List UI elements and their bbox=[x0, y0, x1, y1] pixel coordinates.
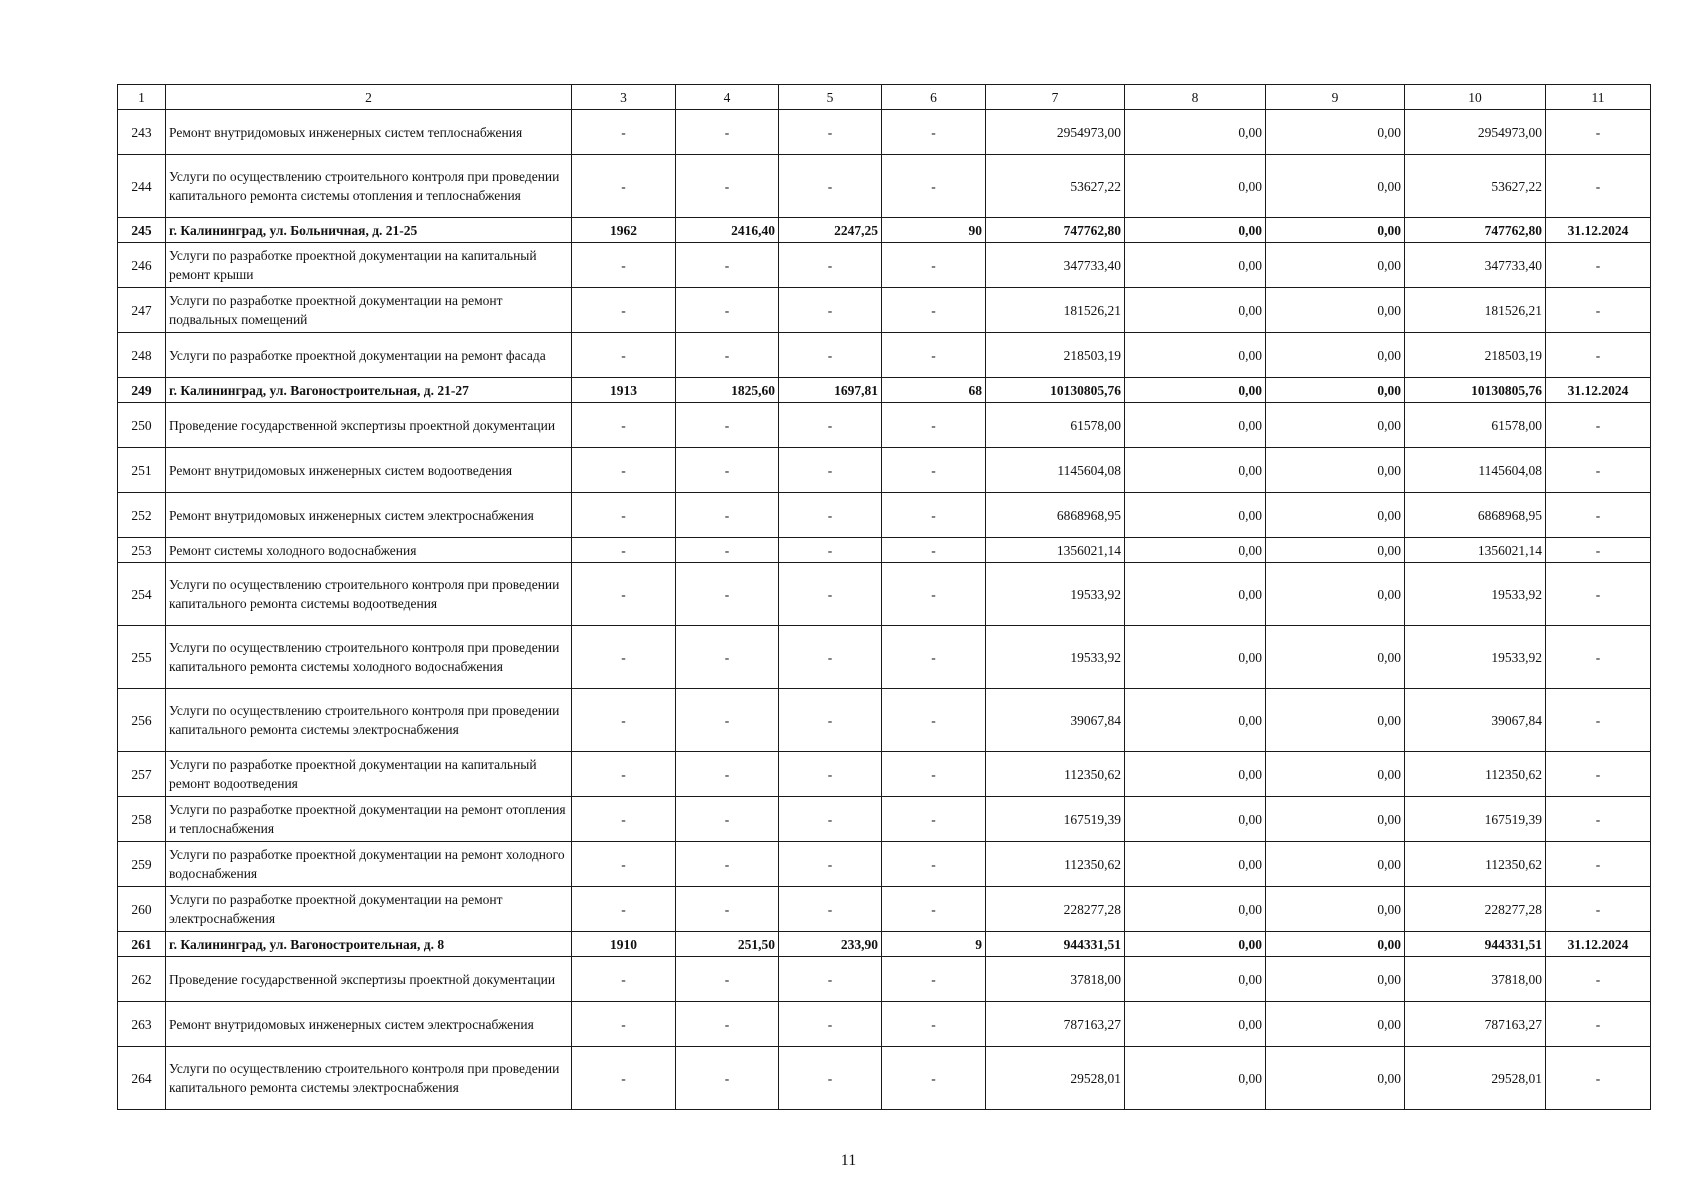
owners-cell: 19533,92 bbox=[1405, 563, 1546, 626]
cost-total-cell: 347733,40 bbox=[986, 243, 1125, 288]
budget-cell: 0,00 bbox=[1266, 626, 1405, 689]
fund-cell: 0,00 bbox=[1125, 110, 1266, 155]
budget-cell: 0,00 bbox=[1266, 563, 1405, 626]
owners-cell: 1356021,14 bbox=[1405, 538, 1546, 563]
budget-cell: 0,00 bbox=[1266, 932, 1405, 957]
budget-cell: 0,00 bbox=[1266, 333, 1405, 378]
area-living-cell: 233,90 bbox=[779, 932, 882, 957]
name-cell: Ремонт системы холодного водоснабжения bbox=[166, 538, 572, 563]
area-total-cell: - bbox=[676, 957, 779, 1002]
row-number-cell: 255 bbox=[118, 626, 166, 689]
name-cell: Услуги по осуществлению строительного контроля при проведении капитального ремонта системы отопления и теплоснабжения bbox=[166, 155, 572, 218]
owners-cell: 181526,21 bbox=[1405, 288, 1546, 333]
owners-cell: 347733,40 bbox=[1405, 243, 1546, 288]
area-total-cell: - bbox=[676, 243, 779, 288]
deadline-cell: - bbox=[1546, 243, 1651, 288]
year-cell: - bbox=[572, 626, 676, 689]
column-number-header: 6 bbox=[882, 85, 986, 110]
area-total-cell: - bbox=[676, 333, 779, 378]
area-living-cell: - bbox=[779, 957, 882, 1002]
owners-cell: 39067,84 bbox=[1405, 689, 1546, 752]
area-total-cell: - bbox=[676, 1002, 779, 1047]
column-number-header: 2 bbox=[166, 85, 572, 110]
residents-cell: 68 bbox=[882, 378, 986, 403]
row-number-cell: 244 bbox=[118, 155, 166, 218]
year-cell: - bbox=[572, 110, 676, 155]
year-cell: - bbox=[572, 333, 676, 378]
cost-total-cell: 228277,28 bbox=[986, 887, 1125, 932]
row-number-cell: 247 bbox=[118, 288, 166, 333]
cost-total-cell: 1145604,08 bbox=[986, 448, 1125, 493]
budget-cell: 0,00 bbox=[1266, 378, 1405, 403]
name-cell: Услуги по разработке проектной документации на ремонт подвальных помещений bbox=[166, 288, 572, 333]
name-cell: г. Калининград, ул. Вагоностроительная, д. 8 bbox=[166, 932, 572, 957]
budget-cell: 0,00 bbox=[1266, 493, 1405, 538]
residents-cell: - bbox=[882, 403, 986, 448]
row-number-cell: 263 bbox=[118, 1002, 166, 1047]
year-cell: 1913 bbox=[572, 378, 676, 403]
row-number-cell: 259 bbox=[118, 842, 166, 887]
residents-cell: - bbox=[882, 538, 986, 563]
row-number-cell: 262 bbox=[118, 957, 166, 1002]
fund-cell: 0,00 bbox=[1125, 932, 1266, 957]
cost-total-cell: 787163,27 bbox=[986, 1002, 1125, 1047]
column-number-header: 9 bbox=[1266, 85, 1405, 110]
work-row bbox=[118, 752, 1651, 797]
residents-cell: - bbox=[882, 626, 986, 689]
budget-cell: 0,00 bbox=[1266, 842, 1405, 887]
residents-cell: - bbox=[882, 563, 986, 626]
row-number-cell: 246 bbox=[118, 243, 166, 288]
budget-cell: 0,00 bbox=[1266, 797, 1405, 842]
work-row bbox=[118, 563, 1651, 626]
budget-cell: 0,00 bbox=[1266, 403, 1405, 448]
fund-cell: 0,00 bbox=[1125, 448, 1266, 493]
residents-cell: - bbox=[882, 752, 986, 797]
year-cell: - bbox=[572, 887, 676, 932]
fund-cell: 0,00 bbox=[1125, 243, 1266, 288]
name-cell: Услуги по разработке проектной документации на капитальный ремонт крыши bbox=[166, 243, 572, 288]
work-row bbox=[118, 493, 1651, 538]
row-number-cell: 249 bbox=[118, 378, 166, 403]
name-cell: Услуги по разработке проектной документации на ремонт холодного водоснабжения bbox=[166, 842, 572, 887]
budget-cell: 0,00 bbox=[1266, 243, 1405, 288]
deadline-cell: - bbox=[1546, 110, 1651, 155]
work-row bbox=[118, 110, 1651, 155]
budget-cell: 0,00 bbox=[1266, 218, 1405, 243]
row-number-cell: 251 bbox=[118, 448, 166, 493]
name-cell: Услуги по разработке проектной документации на капитальный ремонт водоотведения bbox=[166, 752, 572, 797]
area-living-cell: - bbox=[779, 538, 882, 563]
year-cell: - bbox=[572, 842, 676, 887]
residents-cell: 90 bbox=[882, 218, 986, 243]
column-number-header: 4 bbox=[676, 85, 779, 110]
row-number-cell: 254 bbox=[118, 563, 166, 626]
area-living-cell: - bbox=[779, 842, 882, 887]
row-number-cell: 257 bbox=[118, 752, 166, 797]
deadline-cell: - bbox=[1546, 797, 1651, 842]
year-cell: - bbox=[572, 288, 676, 333]
area-total-cell: - bbox=[676, 155, 779, 218]
year-cell: - bbox=[572, 243, 676, 288]
cost-total-cell: 2954973,00 bbox=[986, 110, 1125, 155]
name-cell: Ремонт внутридомовых инженерных систем электроснабжения bbox=[166, 493, 572, 538]
row-number-cell: 260 bbox=[118, 887, 166, 932]
year-cell: - bbox=[572, 403, 676, 448]
deadline-cell: - bbox=[1546, 1047, 1651, 1110]
deadline-cell: - bbox=[1546, 626, 1651, 689]
fund-cell: 0,00 bbox=[1125, 752, 1266, 797]
area-total-cell: - bbox=[676, 689, 779, 752]
work-row bbox=[118, 155, 1651, 218]
fund-cell: 0,00 bbox=[1125, 1002, 1266, 1047]
owners-cell: 167519,39 bbox=[1405, 797, 1546, 842]
owners-cell: 2954973,00 bbox=[1405, 110, 1546, 155]
year-cell: - bbox=[572, 689, 676, 752]
fund-cell: 0,00 bbox=[1125, 538, 1266, 563]
name-cell: Проведение государственной экспертизы проектной документации bbox=[166, 403, 572, 448]
budget-cell: 0,00 bbox=[1266, 288, 1405, 333]
work-row bbox=[118, 288, 1651, 333]
residents-cell: - bbox=[882, 957, 986, 1002]
owners-cell: 1145604,08 bbox=[1405, 448, 1546, 493]
cost-total-cell: 1356021,14 bbox=[986, 538, 1125, 563]
deadline-cell: - bbox=[1546, 1002, 1651, 1047]
area-living-cell: - bbox=[779, 626, 882, 689]
budget-cell: 0,00 bbox=[1266, 1047, 1405, 1110]
cost-total-cell: 944331,51 bbox=[986, 932, 1125, 957]
owners-cell: 944331,51 bbox=[1405, 932, 1546, 957]
work-row bbox=[118, 333, 1651, 378]
deadline-cell: 31.12.2024 bbox=[1546, 218, 1651, 243]
budget-cell: 0,00 bbox=[1266, 752, 1405, 797]
area-living-cell: - bbox=[779, 689, 882, 752]
year-cell: - bbox=[572, 1002, 676, 1047]
cost-total-cell: 6868968,95 bbox=[986, 493, 1125, 538]
name-cell: Услуги по разработке проектной документации на ремонт отопления и теплоснабжения bbox=[166, 797, 572, 842]
budget-cell: 0,00 bbox=[1266, 1002, 1405, 1047]
data-table bbox=[117, 84, 1651, 1110]
work-row bbox=[118, 538, 1651, 563]
area-total-cell: - bbox=[676, 626, 779, 689]
name-cell: Услуги по разработке проектной документации на ремонт электроснабжения bbox=[166, 887, 572, 932]
cost-total-cell: 53627,22 bbox=[986, 155, 1125, 218]
fund-cell: 0,00 bbox=[1125, 1047, 1266, 1110]
work-row bbox=[118, 403, 1651, 448]
cost-total-cell: 747762,80 bbox=[986, 218, 1125, 243]
owners-cell: 61578,00 bbox=[1405, 403, 1546, 448]
deadline-cell: - bbox=[1546, 333, 1651, 378]
row-number-cell: 258 bbox=[118, 797, 166, 842]
residents-cell: - bbox=[882, 493, 986, 538]
area-living-cell: - bbox=[779, 1047, 882, 1110]
name-cell: Ремонт внутридомовых инженерных систем теплоснабжения bbox=[166, 110, 572, 155]
area-total-cell: - bbox=[676, 563, 779, 626]
area-total-cell: - bbox=[676, 752, 779, 797]
owners-cell: 747762,80 bbox=[1405, 218, 1546, 243]
owners-cell: 787163,27 bbox=[1405, 1002, 1546, 1047]
area-total-cell: - bbox=[676, 887, 779, 932]
column-number-header: 5 bbox=[779, 85, 882, 110]
area-living-cell: - bbox=[779, 288, 882, 333]
work-row bbox=[118, 448, 1651, 493]
deadline-cell: - bbox=[1546, 288, 1651, 333]
fund-cell: 0,00 bbox=[1125, 155, 1266, 218]
area-living-cell: 1697,81 bbox=[779, 378, 882, 403]
owners-cell: 19533,92 bbox=[1405, 626, 1546, 689]
area-total-cell: - bbox=[676, 403, 779, 448]
area-living-cell: 2247,25 bbox=[779, 218, 882, 243]
fund-cell: 0,00 bbox=[1125, 797, 1266, 842]
area-living-cell: - bbox=[779, 563, 882, 626]
address-row bbox=[118, 218, 1651, 243]
deadline-cell: - bbox=[1546, 563, 1651, 626]
cost-total-cell: 29528,01 bbox=[986, 1047, 1125, 1110]
area-total-cell: - bbox=[676, 1047, 779, 1110]
fund-cell: 0,00 bbox=[1125, 957, 1266, 1002]
name-cell: Услуги по осуществлению строительного контроля при проведении капитального ремонта системы электроснабжения bbox=[166, 1047, 572, 1110]
name-cell: г. Калининград, ул. Вагоностроительная, д. 21-27 bbox=[166, 378, 572, 403]
fund-cell: 0,00 bbox=[1125, 689, 1266, 752]
residents-cell: - bbox=[882, 333, 986, 378]
owners-cell: 37818,00 bbox=[1405, 957, 1546, 1002]
budget-cell: 0,00 bbox=[1266, 887, 1405, 932]
owners-cell: 112350,62 bbox=[1405, 752, 1546, 797]
budget-cell: 0,00 bbox=[1266, 538, 1405, 563]
area-living-cell: - bbox=[779, 403, 882, 448]
area-total-cell: 1825,60 bbox=[676, 378, 779, 403]
area-living-cell: - bbox=[779, 887, 882, 932]
deadline-cell: - bbox=[1546, 842, 1651, 887]
year-cell: - bbox=[572, 563, 676, 626]
residents-cell: - bbox=[882, 155, 986, 218]
area-living-cell: - bbox=[779, 493, 882, 538]
work-row bbox=[118, 689, 1651, 752]
area-total-cell: 2416,40 bbox=[676, 218, 779, 243]
row-number-cell: 250 bbox=[118, 403, 166, 448]
area-living-cell: - bbox=[779, 448, 882, 493]
fund-cell: 0,00 bbox=[1125, 887, 1266, 932]
budget-cell: 0,00 bbox=[1266, 689, 1405, 752]
residents-cell: - bbox=[882, 797, 986, 842]
budget-cell: 0,00 bbox=[1266, 110, 1405, 155]
column-number-header: 11 bbox=[1546, 85, 1651, 110]
residents-cell: - bbox=[882, 288, 986, 333]
name-cell: Ремонт внутридомовых инженерных систем электроснабжения bbox=[166, 1002, 572, 1047]
area-total-cell: 251,50 bbox=[676, 932, 779, 957]
name-cell: Ремонт внутридомовых инженерных систем водоотведения bbox=[166, 448, 572, 493]
address-row bbox=[118, 932, 1651, 957]
deadline-cell: - bbox=[1546, 493, 1651, 538]
deadline-cell: - bbox=[1546, 155, 1651, 218]
year-cell: - bbox=[572, 1047, 676, 1110]
owners-cell: 218503,19 bbox=[1405, 333, 1546, 378]
area-living-cell: - bbox=[779, 155, 882, 218]
area-total-cell: - bbox=[676, 842, 779, 887]
work-row bbox=[118, 842, 1651, 887]
work-row bbox=[118, 1047, 1651, 1110]
deadline-cell: - bbox=[1546, 887, 1651, 932]
work-row bbox=[118, 957, 1651, 1002]
deadline-cell: 31.12.2024 bbox=[1546, 932, 1651, 957]
cost-total-cell: 112350,62 bbox=[986, 842, 1125, 887]
fund-cell: 0,00 bbox=[1125, 842, 1266, 887]
residents-cell: 9 bbox=[882, 932, 986, 957]
cost-total-cell: 112350,62 bbox=[986, 752, 1125, 797]
residents-cell: - bbox=[882, 110, 986, 155]
year-cell: - bbox=[572, 538, 676, 563]
row-number-cell: 264 bbox=[118, 1047, 166, 1110]
owners-cell: 29528,01 bbox=[1405, 1047, 1546, 1110]
area-living-cell: - bbox=[779, 797, 882, 842]
area-total-cell: - bbox=[676, 538, 779, 563]
cost-total-cell: 19533,92 bbox=[986, 563, 1125, 626]
residents-cell: - bbox=[882, 689, 986, 752]
deadline-cell: - bbox=[1546, 403, 1651, 448]
deadline-cell: - bbox=[1546, 538, 1651, 563]
page-number: 11 bbox=[840, 1152, 857, 1169]
area-total-cell: - bbox=[676, 110, 779, 155]
area-living-cell: - bbox=[779, 333, 882, 378]
fund-cell: 0,00 bbox=[1125, 493, 1266, 538]
area-total-cell: - bbox=[676, 288, 779, 333]
area-total-cell: - bbox=[676, 493, 779, 538]
deadline-cell: - bbox=[1546, 957, 1651, 1002]
cost-total-cell: 61578,00 bbox=[986, 403, 1125, 448]
row-number-cell: 252 bbox=[118, 493, 166, 538]
row-number-cell: 253 bbox=[118, 538, 166, 563]
residents-cell: - bbox=[882, 887, 986, 932]
deadline-cell: - bbox=[1546, 752, 1651, 797]
area-total-cell: - bbox=[676, 797, 779, 842]
name-cell: Услуги по осуществлению строительного контроля при проведении капитального ремонта системы холодного водоснабжения bbox=[166, 626, 572, 689]
row-number-cell: 248 bbox=[118, 333, 166, 378]
column-number-header: 10 bbox=[1405, 85, 1546, 110]
fund-cell: 0,00 bbox=[1125, 403, 1266, 448]
cost-total-cell: 37818,00 bbox=[986, 957, 1125, 1002]
row-number-cell: 243 bbox=[118, 110, 166, 155]
row-number-cell: 256 bbox=[118, 689, 166, 752]
column-number-header: 1 bbox=[118, 85, 166, 110]
residents-cell: - bbox=[882, 1047, 986, 1110]
area-living-cell: - bbox=[779, 110, 882, 155]
owners-cell: 53627,22 bbox=[1405, 155, 1546, 218]
fund-cell: 0,00 bbox=[1125, 218, 1266, 243]
area-living-cell: - bbox=[779, 752, 882, 797]
table-body bbox=[118, 85, 1651, 1110]
table-header-row bbox=[118, 85, 1651, 110]
name-cell: Услуги по осуществлению строительного контроля при проведении капитального ремонта системы водоотведения bbox=[166, 563, 572, 626]
residents-cell: - bbox=[882, 243, 986, 288]
year-cell: - bbox=[572, 752, 676, 797]
column-number-header: 3 bbox=[572, 85, 676, 110]
year-cell: 1962 bbox=[572, 218, 676, 243]
address-row bbox=[118, 378, 1651, 403]
cost-total-cell: 19533,92 bbox=[986, 626, 1125, 689]
budget-cell: 0,00 bbox=[1266, 448, 1405, 493]
deadline-cell: - bbox=[1546, 689, 1651, 752]
owners-cell: 6868968,95 bbox=[1405, 493, 1546, 538]
deadline-cell: - bbox=[1546, 448, 1651, 493]
owners-cell: 228277,28 bbox=[1405, 887, 1546, 932]
fund-cell: 0,00 bbox=[1125, 378, 1266, 403]
name-cell: Услуги по осуществлению строительного контроля при проведении капитального ремонта системы электроснабжения bbox=[166, 689, 572, 752]
cost-total-cell: 218503,19 bbox=[986, 333, 1125, 378]
fund-cell: 0,00 bbox=[1125, 626, 1266, 689]
work-row bbox=[118, 1002, 1651, 1047]
budget-cell: 0,00 bbox=[1266, 957, 1405, 1002]
cost-total-cell: 181526,21 bbox=[986, 288, 1125, 333]
row-number-cell: 245 bbox=[118, 218, 166, 243]
name-cell: г. Калининград, ул. Больничная, д. 21-25 bbox=[166, 218, 572, 243]
fund-cell: 0,00 bbox=[1125, 333, 1266, 378]
row-number-cell: 261 bbox=[118, 932, 166, 957]
column-number-header: 7 bbox=[986, 85, 1125, 110]
column-number-header: 8 bbox=[1125, 85, 1266, 110]
cost-total-cell: 10130805,76 bbox=[986, 378, 1125, 403]
budget-cell: 0,00 bbox=[1266, 155, 1405, 218]
fund-cell: 0,00 bbox=[1125, 288, 1266, 333]
owners-cell: 112350,62 bbox=[1405, 842, 1546, 887]
cost-total-cell: 167519,39 bbox=[986, 797, 1125, 842]
year-cell: - bbox=[572, 797, 676, 842]
area-living-cell: - bbox=[779, 243, 882, 288]
residents-cell: - bbox=[882, 842, 986, 887]
residents-cell: - bbox=[882, 448, 986, 493]
deadline-cell: 31.12.2024 bbox=[1546, 378, 1651, 403]
residents-cell: - bbox=[882, 1002, 986, 1047]
owners-cell: 10130805,76 bbox=[1405, 378, 1546, 403]
cost-total-cell: 39067,84 bbox=[986, 689, 1125, 752]
work-row bbox=[118, 626, 1651, 689]
fund-cell: 0,00 bbox=[1125, 563, 1266, 626]
name-cell: Услуги по разработке проектной документации на ремонт фасада bbox=[166, 333, 572, 378]
work-row bbox=[118, 797, 1651, 842]
area-total-cell: - bbox=[676, 448, 779, 493]
year-cell: - bbox=[572, 448, 676, 493]
year-cell: - bbox=[572, 493, 676, 538]
name-cell: Проведение государственной экспертизы проектной документации bbox=[166, 957, 572, 1002]
area-living-cell: - bbox=[779, 1002, 882, 1047]
work-row bbox=[118, 243, 1651, 288]
year-cell: 1910 bbox=[572, 932, 676, 957]
work-row bbox=[118, 887, 1651, 932]
year-cell: - bbox=[572, 957, 676, 1002]
year-cell: - bbox=[572, 155, 676, 218]
